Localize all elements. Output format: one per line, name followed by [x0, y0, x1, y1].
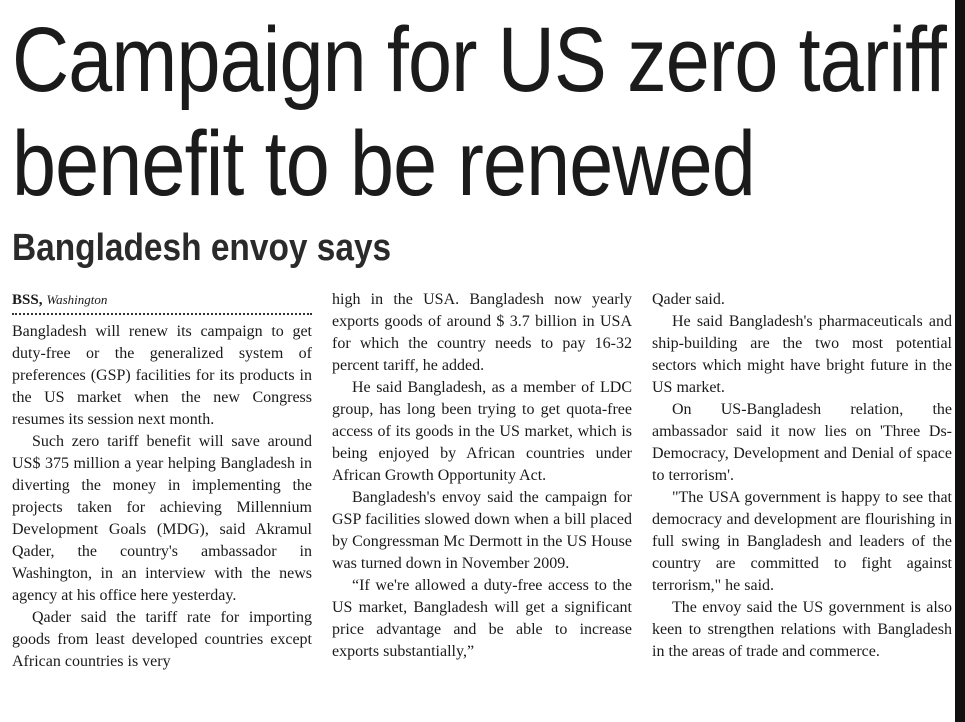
byline-place: Washington: [46, 292, 108, 307]
headline: [12, 8, 946, 216]
paragraph: Such zero tariff benefit will save around US$ 375 million a year helping Bangladesh in diverting the money in implementing the projects taken for achieving Millennium Development Goals (MDG), said Akramul Qader, the country's ambassador in Washington, in an interview with the news agency at his office here yesterday.: [12, 433, 312, 604]
article-column-1: [12, 289, 312, 673]
paragraph: "The USA government is happy to see that democracy and development are flourishing in full swing in Bangladesh and leaders of the country are committed to fight against terrorism," he said.: [652, 489, 952, 594]
paragraph: Qader said.: [652, 291, 725, 308]
subheadline: Bangladesh envoy says: [12, 227, 392, 269]
paragraph: He said Bangladesh's pharmaceuticals and ship-building are the two most potential sectors which might have bright future in the US market.: [652, 313, 952, 396]
article-column-3: [652, 289, 952, 663]
paragraph: The envoy said the US government is also keen to strengthen relations with Bangladesh in the areas of trade and commerce.: [652, 599, 952, 660]
paragraph: high in the USA. Bangladesh now yearly exports goods of around $ 3.7 billion in USA for which the country needs to pay 16-32 percent tariff, he added.: [332, 291, 632, 374]
headline-line-2: benefit to be renewed: [12, 113, 755, 215]
byline: [12, 289, 312, 315]
paragraph: On US-Bangladesh relation, the ambassador said it now lies on 'Three Ds- Democracy, Development and Denial of space to terrorism'.: [652, 401, 952, 484]
byline-agency: BSS,: [12, 292, 43, 308]
page-edge-rule: [955, 0, 965, 722]
paragraph: He said Bangladesh, as a member of LDC group, has long been trying to get quota-free access of its goods in the US market, which is being enjoyed by African countries under African Growth Opportunity Act.: [332, 379, 632, 484]
paragraph: “If we're allowed a duty-free access to the US market, Bangladesh will get a significant price advantage and be able to increase exports substantially,”: [332, 577, 632, 660]
headline-line-1: Campaign for US zero tariff: [12, 9, 946, 111]
paragraph: Bangladesh's envoy said the campaign for GSP facilities slowed down when a bill placed by Congressman Mc Dermott in the US House was turned down in November 2009.: [332, 489, 632, 572]
paragraph: Qader said the tariff rate for importing goods from least developed countries except African countries is very: [12, 609, 312, 670]
article-column-2: [332, 289, 632, 663]
paragraph: Bangladesh will renew its campaign to get duty-free or the generalized system of preferences (GSP) facilities for its products in the US market when the new Congress resumes its session next month.: [12, 323, 312, 428]
